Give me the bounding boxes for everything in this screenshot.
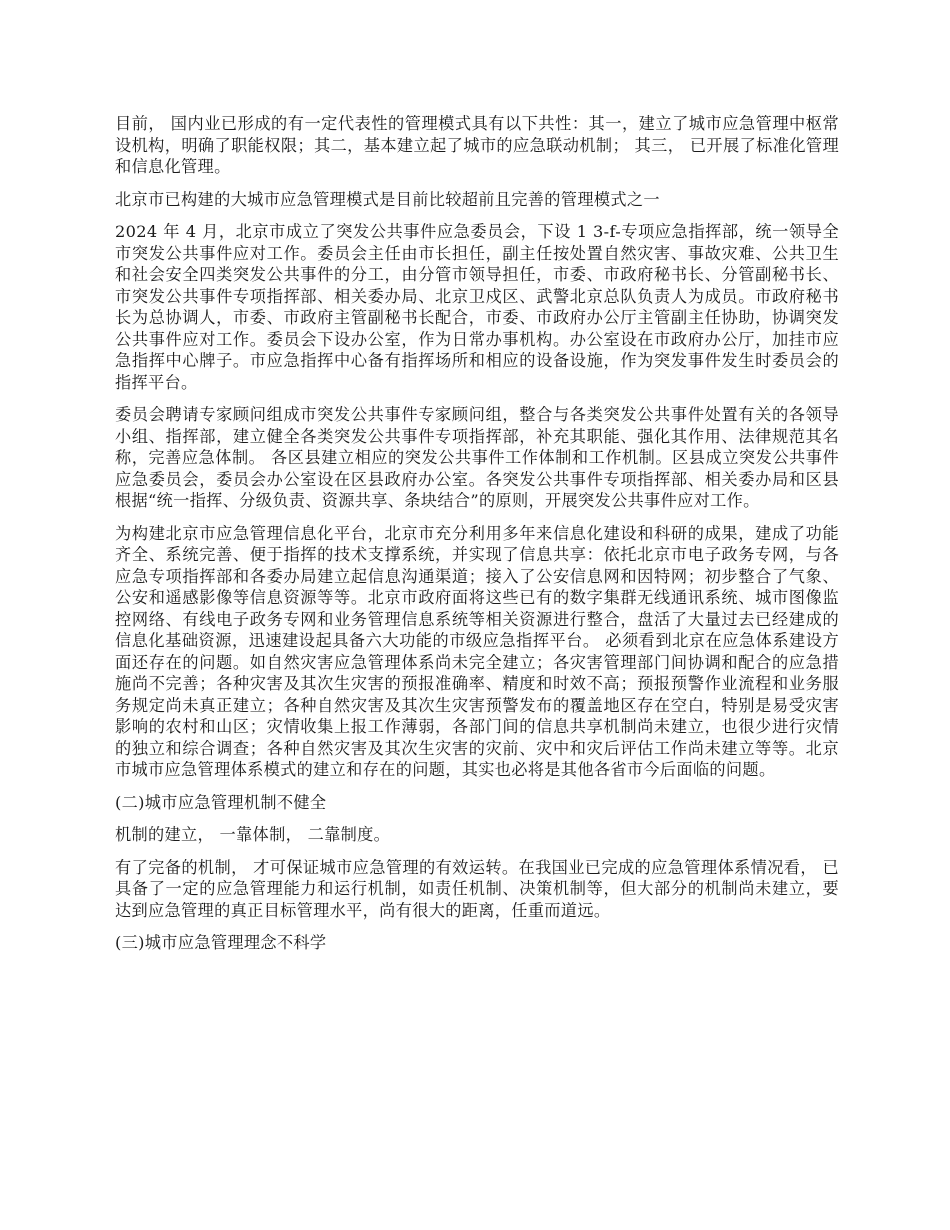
paragraph-beijing-committee: 2024 年 4 月，北京市成立了突发公共事件应急委员会，下设 1 3-f-专项应急指挥部，统一领导全市突发公共事件应对工作。委员会主任由市长担任，副主任按处置自然灾害、事故灾难、公共卫生和社会安全四类突发公共事件的分工，由分管市领导担任，市委、市政府秘书长、分管副秘书长、市突发公共事件专项指挥部、相关委办局、北京卫戍区、武警北京总队负责人为成员。市政府秘书长为总协调人，市委、市政府主管副秘书长配合，市委、市政府办公厅主管副主任协助，协调突发公共事件应对工作。委员会下设办公室，作为日常办事机构。办公室设在市政府办公厅，加挂市应急指挥中心牌子。市应急指挥中心备有指挥场所和相应的设备设施，作为突发事件发生时委员会的指挥平台。: [115, 222, 839, 392]
paragraph-beijing-model-intro: 北京市已构建的大城市应急管理模式是目前比较超前且完善的管理模式之一: [115, 189, 660, 209]
paragraph-mechanism-status: 有了完备的机制， 才可保证城市应急管理的有效运转。在我国业已完成的应急管理体系情况看， 已具备了一定的应急管理能力和运行机制，如责任机制、决策机制等，但大部分的机制尚未建立，要达到应急管理的真正目标管理水平，尚有很大的距离，任重而道远。: [115, 857, 839, 920]
paragraph-expert-group: 委员会聘请专家顾问组成市突发公共事件专家顾问组，整合与各类突发公共事件处置有关的各领导小组、指挥部，建立健全各类突发公共事件专项指挥部，补充其职能、强化其作用、法律规范其名称，完善应急体制。 各区县建立相应的突发公共事件工作体制和工作机制。区县成立突发公共事件应急委员会，委员会办公室设在区县政府办公室。各突发公共事件专项指挥部、相关委办局和区县根据“统一指挥、分级负责、资源共享、条块结合”的原则，开展突发公共事件应对工作。: [115, 405, 839, 510]
section-heading-concept: (三)城市应急管理理念不科学: [115, 933, 327, 952]
section-heading-mechanism: (二)城市应急管理机制不健全: [115, 792, 327, 812]
paragraph-mechanism-basis: 机制的建立， 一靠体制， 二靠制度。: [115, 825, 391, 844]
paragraph-common-features: 目前， 国内业已形成的有一定代表性的管理模式具有以下共性：其一，建立了城市应急管理中枢常设机构，明确了职能权限；其二，基本建立起了城市的应急联动机制； 其三， 已开展了标准化管理和信息化管理。: [115, 114, 839, 176]
document-body: [115, 113, 839, 965]
paragraph-information-platform: 为构建北京市应急管理信息化平台，北京市充分利用多年来信息化建设和科研的成果，建成了功能齐全、系统完善、便于指挥的技术支撑系统，并实现了信息共享：依托北京市电子政务专网，与各应急专项指挥部和各委办局建立起信息沟通渠道；接入了公安信息网和因特网；初步整合了气象、公安和遥感影像等信息资源等等。北京市政府面将这些已有的数字集群无线通讯系统、城市图像监控网络、有线电子政务专网和业务管理信息系统等相关资源进行整合，盘活了大量过去已经建成的信息化基础资源，迅速建设起具备六大功能的市级应急指挥平台。 必须看到北京在应急体系建设方面还存在的问题。如自然灾害应急管理体系尚未完全建立；各灾害管理部门间协调和配合的应急措施尚不完善；各种灾害及其次生灾害的预报准确率、精度和时效不高；预报预警作业流程和业务服务规定尚未真正建立；各种自然灾害及其次生灾害预警发布的覆盖地区存在空白，特别是易受灾害影响的农村和山区；灾情收集上报工作薄弱，各部门间的信息共享机制尚未建立，也很少进行灾情的独立和综合调查；各种自然灾害及其次生灾害的灾前、灾中和灾后评估工作尚未建立等等。北京市城市应急管理体系模式的建立和存在的问题，其实也必将是其他各省市今后面临的问题。: [115, 523, 839, 779]
